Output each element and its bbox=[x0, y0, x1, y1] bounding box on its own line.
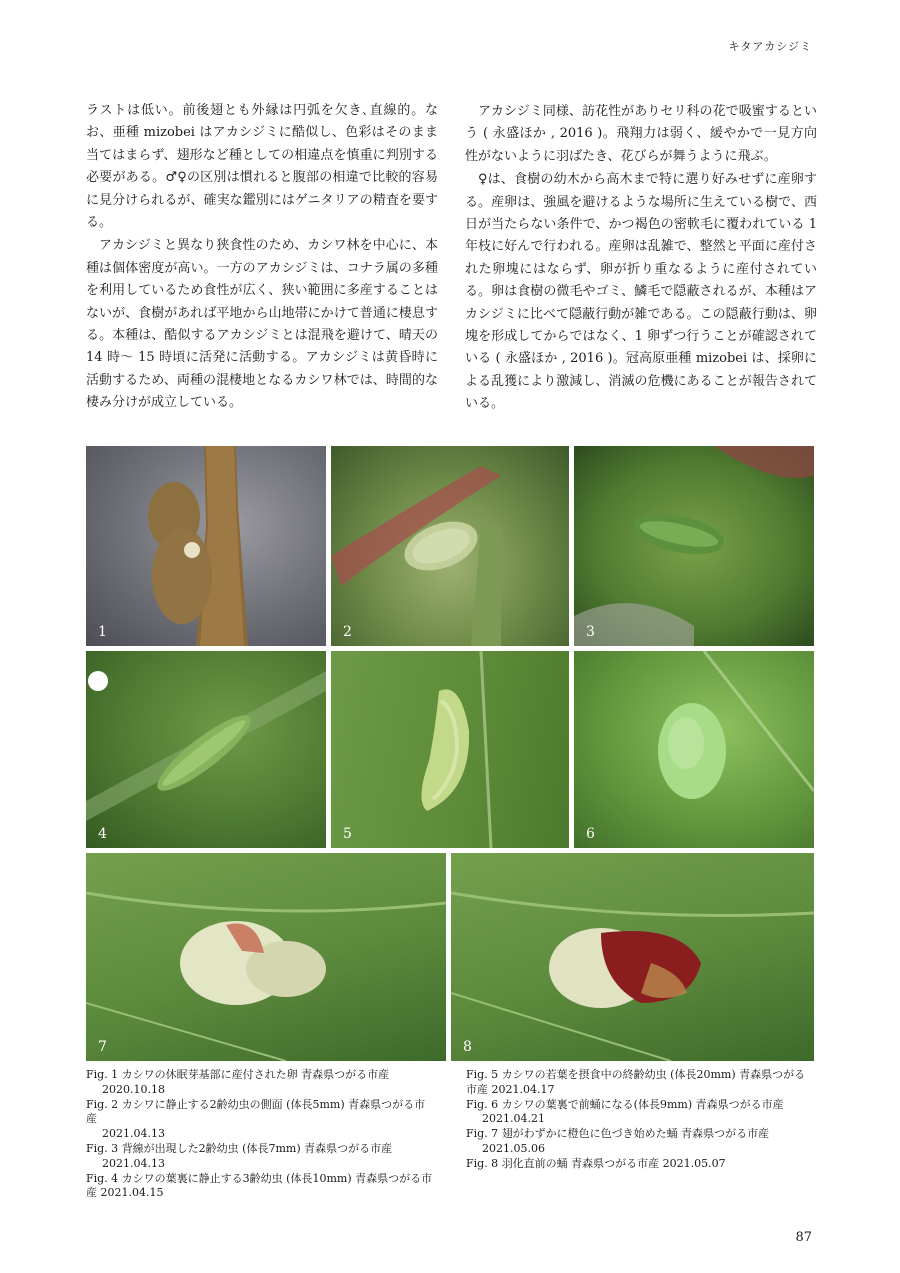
paragraph: アカシジミと異なり狭食性のため、カシワ林を中心に、本種は個体密度が高い。一方のアカシジミは、コナラ属の多種を利用しているため食性が広く、狭い範囲に多産することはないが、食樹があれば平地から山地帯にかけて普通に棲息する。本種は、酷似するアカシジミとは混飛を避けて、晴天の 14 時～ 15 時頃に活発に活動する。アカシジミは黄昏時に活動するため、両種の混棲地となるカシワ林では、時間的な棲み分けが成立している。 bbox=[86, 238, 438, 411]
caption bbox=[466, 1098, 816, 1128]
photo-egg bbox=[86, 446, 326, 646]
caption-label: Fig. 1 bbox=[86, 1068, 119, 1081]
caption-label: Fig. 4 bbox=[86, 1171, 119, 1185]
caption-label: Fig. 8 bbox=[466, 1156, 499, 1170]
photo-number: 5 bbox=[343, 826, 352, 842]
left-text-column bbox=[86, 100, 438, 415]
caption-text: 羽化直前の蛹 青森県つがる市産 2021.05.07 bbox=[501, 1156, 726, 1170]
running-head: キタアカシジミ bbox=[728, 40, 812, 53]
caption bbox=[466, 1068, 816, 1098]
photo-final-instar bbox=[331, 651, 569, 848]
caption bbox=[466, 1127, 816, 1157]
photo-number: 1 bbox=[98, 624, 107, 640]
photo-larva-2nd-dorsal bbox=[574, 446, 814, 646]
photo-larva-2nd-side bbox=[331, 446, 569, 646]
right-text-column bbox=[465, 100, 817, 416]
paragraph: アカシジミ同様、訪花性がありセリ科の花で吸蜜するという ( 永盛ほか , 2016 )。飛翔力は弱く、緩やかで一見方向性がないように羽ばたき、花びらが舞うように飛ぶ。 bbox=[465, 104, 817, 164]
caption bbox=[86, 1098, 436, 1142]
caption-date: 2021.04.13 bbox=[102, 1156, 165, 1170]
caption bbox=[86, 1068, 436, 1098]
captions-left bbox=[86, 1068, 436, 1201]
caption-text: カシワの休眠芽基部に産付された卵 青森県つがる市産 bbox=[121, 1068, 390, 1081]
caption bbox=[86, 1172, 436, 1202]
caption-text: 翅がわずかに橙色に色づき始めた蛹 青森県つがる市産 bbox=[501, 1127, 770, 1141]
photo-number: 8 bbox=[463, 1039, 472, 1055]
photo-larva-3rd bbox=[86, 651, 326, 848]
caption-text: カシワに静止する2齢幼虫の側面 (体長5mm) 青森県つがる市産 bbox=[86, 1097, 426, 1126]
photo-number: 7 bbox=[98, 1039, 107, 1055]
photo-pupa-before-emergence bbox=[451, 853, 814, 1061]
photo-number: 3 bbox=[586, 624, 595, 640]
caption-date: 2020.10.18 bbox=[102, 1082, 165, 1096]
photo-number: 6 bbox=[586, 826, 595, 842]
captions-right bbox=[466, 1068, 816, 1172]
caption bbox=[86, 1142, 436, 1172]
photo-pupa-colouring bbox=[86, 853, 446, 1061]
photo-number: 4 bbox=[98, 826, 107, 842]
paragraph: ラストは低い。前後翅とも外縁は円弧を欠き､直線的。なお、亜種 mizobei はアカシジミに酷似し、色彩はそのまま当てはまらず、翅形など種としての相違点を慎重に判別する必要がある。♂♀の区別は慣れると腹部の相違で比較的容易に見分けられるが、確実な鑑別にはゲニタリアの精査を要する。 bbox=[86, 103, 438, 231]
caption-label: Fig. 7 bbox=[466, 1127, 499, 1141]
caption-label: Fig. 6 bbox=[466, 1097, 499, 1111]
caption-date: 2021.05.06 bbox=[482, 1141, 545, 1155]
photo-prepupa bbox=[574, 651, 814, 848]
caption-text: カシワの若葉を摂食中の終齢幼虫 (体長20mm) 青森県つがる市産 2021.04.17 bbox=[466, 1068, 806, 1096]
caption bbox=[466, 1157, 816, 1172]
caption-label: Fig. 2 bbox=[86, 1097, 119, 1111]
caption-date: 2021.04.21 bbox=[482, 1112, 545, 1126]
caption-date: 2021.04.13 bbox=[102, 1127, 165, 1141]
caption-label: Fig. 3 bbox=[86, 1141, 119, 1155]
paragraph: ♀は、食樹の幼木から高木まで特に選り好みせずに産卵する。産卵は、強風を避けるような場所に生えている樹で、西日が当たらない条件で、かつ褐色の密軟毛に覆われている 1 年枝に好んで行われる。産卵は乱雑で、整然と平面に産付された卵塊にはならず、卵が折り重なるように産付されている。卵は食樹の微毛やゴミ、鱗毛で隠蔽されるが、本種はアカシジミに比べて隠蔽行動が雑である。この隠蔽行動は、卵塊を形成してからではなく、1 卵ずつ行うことが確認されている ( 永盛ほか , 2016 )。冠高原亜種 mizobei は、採卵による乱獲により激減し、消滅の危機にあることが報告されている。 bbox=[465, 172, 817, 412]
photo-number: 2 bbox=[343, 624, 352, 640]
caption-text: 背線が出現した2齢幼虫 (体長7mm) 青森県つがる市産 bbox=[121, 1141, 393, 1155]
caption-text: カシワの葉裏に静止する3齢幼虫 (体長10mm) 青森県つがる市産 2021.04.15 bbox=[86, 1171, 433, 1200]
page-number: 87 bbox=[795, 1230, 812, 1245]
caption-label: Fig. 5 bbox=[466, 1068, 499, 1081]
caption-text: カシワの葉裏で前蛹になる(体長9mm) 青森県つがる市産 bbox=[501, 1097, 784, 1111]
